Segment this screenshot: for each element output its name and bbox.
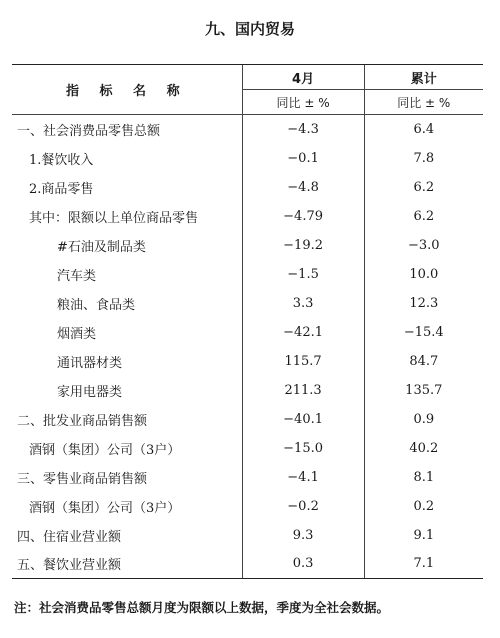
row-april-value: 9.3 <box>242 521 364 550</box>
row-april-value: −0.1 <box>242 144 364 173</box>
row-cumulative-value: 10.0 <box>364 260 483 289</box>
column-header-cumulative: 累计 <box>364 65 483 90</box>
table-row <box>12 115 483 144</box>
row-cumulative-value: 0.2 <box>364 492 483 521</box>
row-april-value: −4.1 <box>242 463 364 492</box>
row-name: 粮油、食品类 <box>57 297 136 313</box>
row-cumulative-value: −15.4 <box>364 318 483 347</box>
row-name: 2.商品零售 <box>29 181 94 197</box>
row-cumulative-value: 0.9 <box>364 405 483 434</box>
row-cumulative-value: 84.7 <box>364 347 483 376</box>
row-name: 酒钢（集团）公司（3户） <box>29 442 181 458</box>
row-name: 五、餐饮业营业额 <box>12 550 242 579</box>
row-april-value: −19.2 <box>242 231 364 260</box>
row-cumulative-value: 9.1 <box>364 521 483 550</box>
row-april-value: −4.8 <box>242 173 364 202</box>
row-cumulative-value: 6.2 <box>364 202 483 231</box>
row-april-value: 211.3 <box>242 376 364 405</box>
row-cumulative-value: 40.2 <box>364 434 483 463</box>
row-april-value: −1.5 <box>242 260 364 289</box>
row-april-value: −4.79 <box>242 202 364 231</box>
subheader-cumulative-yoy: 同比 ± % <box>364 90 483 115</box>
row-name: 一、社会消费品零售总额 <box>12 115 242 144</box>
page-title: 九、国内贸易 <box>204 20 295 38</box>
column-header-april: 4月 <box>242 65 364 90</box>
row-name: 家用电器类 <box>57 384 123 400</box>
row-name: 三、零售业商品销售额 <box>17 471 148 487</box>
row-name: #石油及制品类 <box>57 239 146 255</box>
row-april-value: −15.0 <box>242 434 364 463</box>
row-april-value: −42.1 <box>242 318 364 347</box>
row-april-value: −4.3 <box>242 115 364 144</box>
row-april-value: 3.3 <box>242 289 364 318</box>
row-cumulative-value: 12.3 <box>364 289 483 318</box>
row-april-value: −0.2 <box>242 492 364 521</box>
table-row <box>12 463 483 492</box>
table-row <box>12 521 483 550</box>
row-name: 酒钢（集团）公司（3户） <box>29 500 181 516</box>
row-name: 其中：限额以上单位商品零售 <box>29 210 199 226</box>
row-name: 汽车类 <box>57 268 97 284</box>
trade-table <box>12 64 483 579</box>
table-row <box>12 405 483 434</box>
column-header-indicator: 指 标 名 称 <box>12 65 242 115</box>
row-cumulative-value: 7.1 <box>364 550 483 579</box>
row-cumulative-value: −3.0 <box>364 231 483 260</box>
table-row <box>12 376 483 405</box>
row-cumulative-value: 6.4 <box>364 115 483 144</box>
table-row <box>12 202 483 231</box>
row-april-value: 115.7 <box>242 347 364 376</box>
row-april-value: 0.3 <box>242 550 364 579</box>
row-cumulative-value: 8.1 <box>364 463 483 492</box>
table-row <box>12 144 483 173</box>
table-row <box>12 173 483 202</box>
table-row <box>12 231 483 260</box>
row-april-value: −40.1 <box>242 405 364 434</box>
table-row <box>12 318 483 347</box>
table-row <box>12 434 483 463</box>
subheader-april-yoy: 同比 ± % <box>242 90 364 115</box>
row-name: 烟酒类 <box>57 326 97 342</box>
row-name: 1.餐饮收入 <box>29 152 94 168</box>
footnote: 注：社会消费品零售总额月度为限额以上数据，季度为全社会数据。 <box>14 600 390 615</box>
row-cumulative-value: 135.7 <box>364 376 483 405</box>
row-cumulative-value: 7.8 <box>364 144 483 173</box>
table-row <box>12 289 483 318</box>
table-row <box>12 550 483 579</box>
row-name: 二、批发业商品销售额 <box>17 413 148 429</box>
table-row <box>12 492 483 521</box>
table-row <box>12 260 483 289</box>
row-name: 四、住宿业营业额 <box>17 529 122 545</box>
table-row <box>12 347 483 376</box>
row-name: 通讯器材类 <box>57 355 123 371</box>
row-cumulative-value: 6.2 <box>364 173 483 202</box>
